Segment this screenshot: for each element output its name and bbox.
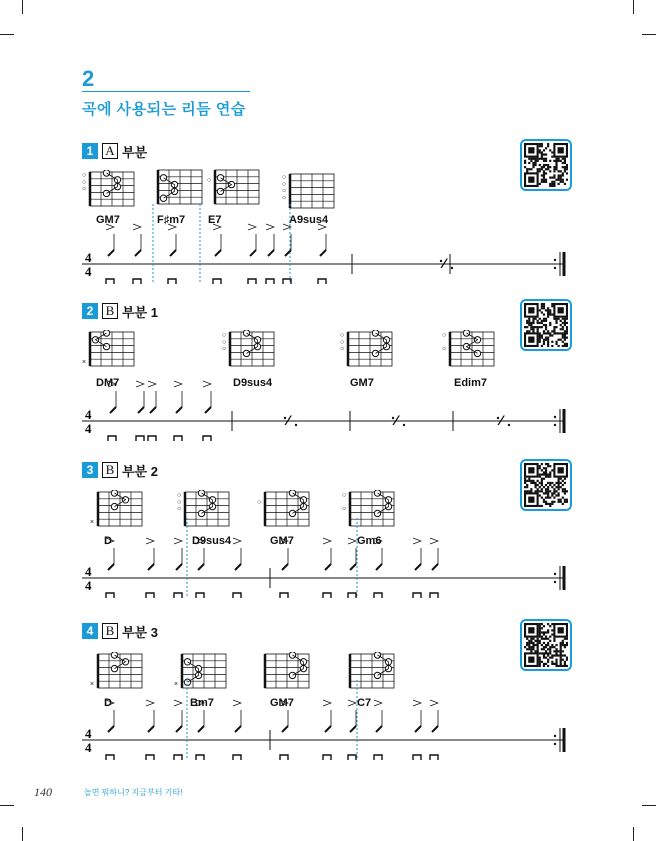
svg-text:4: 4 <box>85 578 92 593</box>
chord-name: DM7 <box>96 377 120 389</box>
section-number: 2 <box>82 66 95 91</box>
svg-text:○: ○ <box>82 178 87 186</box>
exercise-number: 1 <box>82 143 98 159</box>
chord-name: Edim7 <box>454 377 488 389</box>
repeat-bar-icon: ⁄ <box>395 412 398 428</box>
page-number: 140 <box>34 785 52 799</box>
repeat-bar-icon: ⁄ <box>287 412 290 428</box>
svg-text:4: 4 <box>85 740 92 755</box>
chord-name: D9sus4 <box>233 377 273 389</box>
chord-name: GM7 <box>270 697 294 709</box>
svg-text:4: 4 <box>85 264 92 279</box>
svg-text:○: ○ <box>177 498 182 506</box>
svg-text:○: ○ <box>82 185 87 193</box>
chord-name: D <box>104 697 112 709</box>
exercise-number: 4 <box>82 623 98 639</box>
svg-text:○: ○ <box>222 345 227 353</box>
exercise-label: 부분 <box>122 144 148 160</box>
section-title: 곡에 사용되는 리듬 연습 <box>82 101 246 118</box>
svg-text:4: 4 <box>85 564 92 579</box>
svg-text:4: 4 <box>85 421 92 436</box>
svg-text:○: ○ <box>207 176 212 184</box>
svg-text:4: 4 <box>85 726 92 741</box>
chord-name: A9sus4 <box>289 214 329 226</box>
part-letter: B <box>102 623 118 639</box>
rhythm-staff <box>82 518 565 598</box>
svg-text:○: ○ <box>442 332 447 339</box>
svg-text:4: 4 <box>85 250 92 265</box>
part-letter: B <box>102 303 118 319</box>
svg-text:○: ○ <box>342 505 347 513</box>
chord-name: GM7 <box>96 214 120 226</box>
chord-name: D <box>104 535 112 547</box>
svg-text:○: ○ <box>177 492 182 499</box>
svg-text:○: ○ <box>82 172 87 179</box>
chord-name: GM7 <box>350 377 374 389</box>
rhythm-staff <box>82 381 565 441</box>
svg-text:4: 4 <box>85 407 92 422</box>
svg-text:○: ○ <box>340 332 345 339</box>
repeat-bar-icon: ⁄ <box>500 412 503 428</box>
part-letter: A <box>102 143 118 159</box>
exercise-label: 부분 3 <box>122 624 158 640</box>
exercise-label: 부분 1 <box>122 304 158 320</box>
svg-text:○: ○ <box>340 338 345 346</box>
svg-text:○: ○ <box>282 180 287 188</box>
svg-text:○: ○ <box>257 498 262 506</box>
svg-text:○: ○ <box>342 492 347 499</box>
svg-text:○: ○ <box>222 332 227 339</box>
svg-text:×: × <box>82 359 87 367</box>
svg-text:○: ○ <box>222 338 227 346</box>
part-letter: B <box>102 462 118 478</box>
rhythm-staff <box>82 680 565 760</box>
exercise-number: 2 <box>82 303 98 319</box>
svg-text:○: ○ <box>282 194 287 202</box>
repeat-bar-icon: ⁄ <box>443 255 446 271</box>
svg-text:○: ○ <box>177 505 182 513</box>
svg-text:○: ○ <box>282 174 287 181</box>
svg-text:×: × <box>174 681 179 689</box>
rhythm-staff <box>82 204 565 284</box>
chord-name: Bm7 <box>190 697 214 709</box>
chord-name: C7 <box>357 697 372 709</box>
svg-text:×: × <box>90 519 95 527</box>
exercise-label: 부분 2 <box>122 463 158 479</box>
exercise-number: 3 <box>82 462 98 478</box>
svg-text:×: × <box>90 681 95 689</box>
svg-text:○: ○ <box>340 345 345 353</box>
svg-text:○: ○ <box>282 187 287 195</box>
chord-name: GM7 <box>270 535 294 547</box>
svg-text:○: ○ <box>442 345 447 353</box>
chord-name: E7 <box>208 214 222 226</box>
chord-name: Gm6 <box>357 535 382 547</box>
chord-name: D9sus4 <box>192 535 232 547</box>
chord-name: F♯m7 <box>157 214 186 226</box>
book-title: 놀면 뭐하니? 지금부터 기타! <box>84 788 183 797</box>
